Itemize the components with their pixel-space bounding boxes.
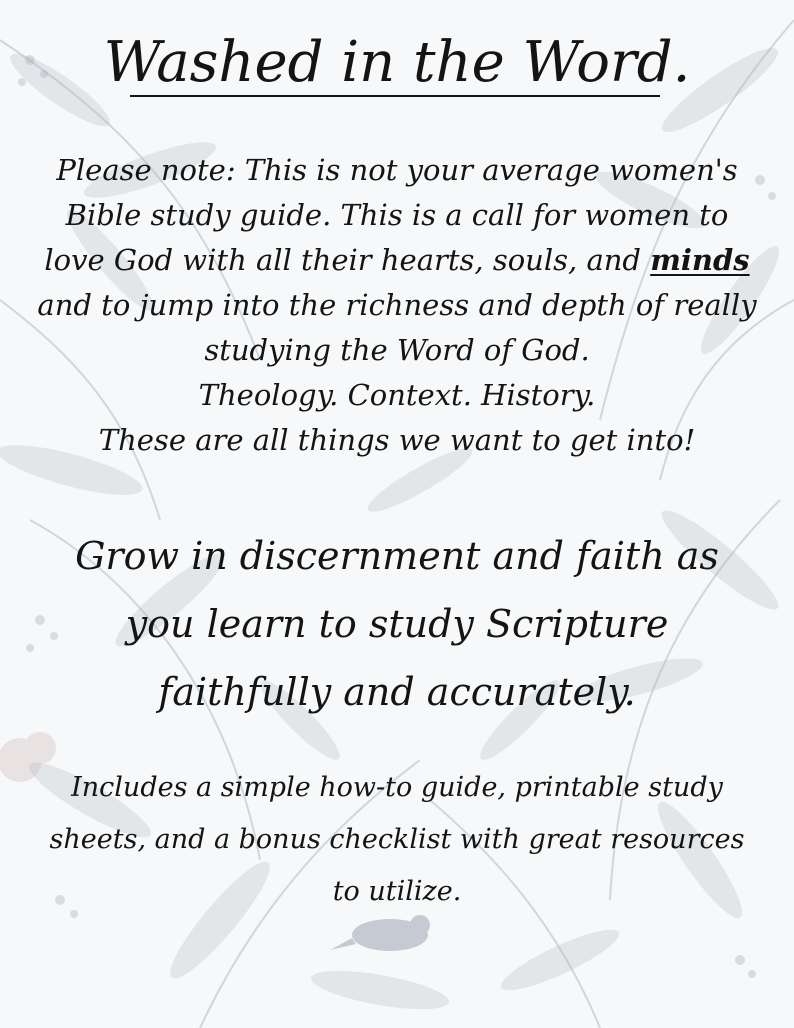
includes-line-1: Includes a simple how-to guide, printable study — [71, 772, 723, 803]
note-line-7: These are all things we want to get into! — [98, 423, 696, 457]
title-underline — [130, 95, 660, 97]
includes-line-3: to utilize. — [332, 876, 462, 907]
includes-description — [20, 762, 774, 918]
grow-line-1: Grow in discernment and faith as — [75, 534, 719, 578]
note-line-1: Please note: This is not your average women's — [56, 153, 738, 187]
note-line-6: Theology. Context. History. — [198, 378, 596, 412]
grow-line-3: faithfully and accurately. — [158, 670, 636, 714]
grow-line-2: you learn to study Scripture — [125, 602, 669, 646]
minds-emphasis: minds — [650, 243, 750, 277]
page-title: Washed in the Word. — [103, 30, 691, 95]
note-line-2: Bible study guide. This is a call for women to — [65, 198, 729, 232]
note-line-3 — [20, 238, 774, 283]
note-line-3-text: love God with all their hearts, souls, and — [44, 243, 651, 277]
grow-tagline — [10, 522, 784, 726]
note-line-5: studying the Word of God. — [204, 333, 590, 367]
intro-note — [20, 148, 774, 463]
includes-line-2: sheets, and a bonus checklist with great resources — [49, 824, 745, 855]
note-line-4: and to jump into the richness and depth of really — [37, 288, 757, 322]
